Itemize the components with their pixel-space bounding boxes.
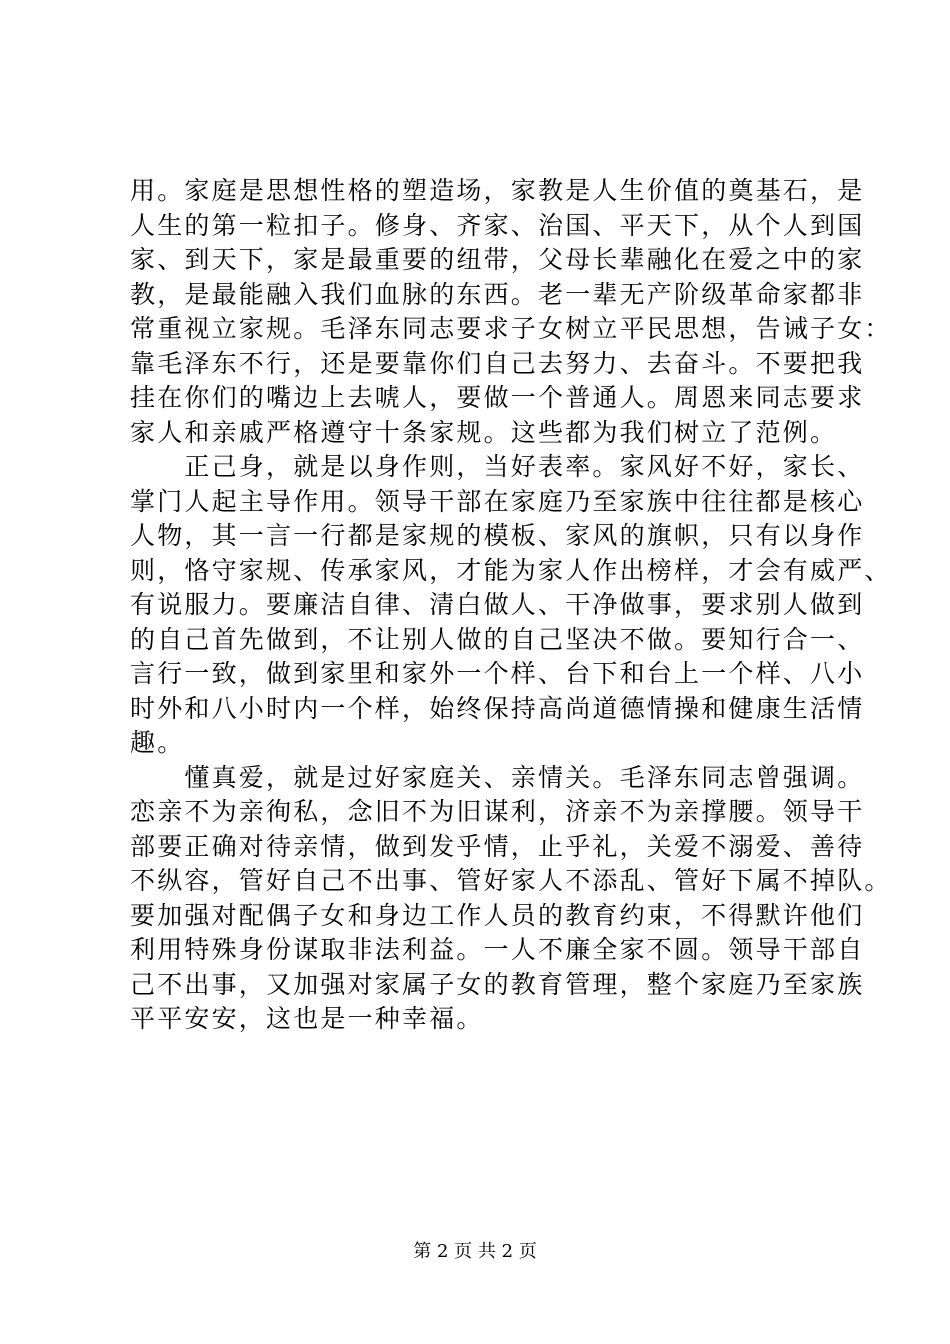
text-line: 挂在你们的嘴边上去唬人，要做一个普通人。周恩来同志要求 xyxy=(130,383,865,412)
page-number-label: 第 2 页 共 2 页 xyxy=(413,1241,537,1262)
text-line: 常重视立家规。毛泽东同志要求子女树立平民思想，告诫子女： xyxy=(130,314,892,343)
text-line: 家人和亲戚严格遵守十条家规。这些都为我们树立了范例。 xyxy=(130,417,838,447)
text-line: 人物，其一言一行都是家规的模板、家风的旗帜，只有以身作 xyxy=(130,521,865,550)
text-line: 言行一致，做到家里和家外一个样、台下和台上一个样、八小 xyxy=(130,659,865,688)
text-line: 部要正确对待亲情，做到发乎情，止乎礼，关爱不溺爱、善待 xyxy=(130,831,865,861)
text-line: 不纵容，管好自己不出事、管好家人不添乱、管好下属不掉队。 xyxy=(130,866,892,895)
text-line: 家、到天下，家是最重要的纽带，父母长辈融化在爱之中的家 xyxy=(130,245,865,274)
text-line: 的自己首先做到，不让别人做的自己坚决不做。要知行合一、 xyxy=(130,624,865,654)
text-line: 懂真爱，就是过好家庭关、亲情关。毛泽东同志曾强调。 xyxy=(130,762,865,792)
text-line: 时外和八小时内一个样，始终保持高尚道德情操和健康生活情 xyxy=(130,693,865,723)
text-line: 要加强对配偶子女和身边工作人员的教育约束，不得默许他们 xyxy=(130,900,865,930)
text-line: 掌门人起主导作用。领导干部在家庭乃至家族中往往都是核心 xyxy=(130,486,865,516)
page-footer xyxy=(0,1240,950,1264)
text-line: 人生的第一粒扣子。修身、齐家、治国、平天下，从个人到国 xyxy=(130,210,865,240)
text-line: 则，恪守家规、传承家风，才能为家人作出榜样，才会有威严、 xyxy=(130,555,892,585)
text-line: 恋亲不为亲徇私，念旧不为旧谋利，济亲不为亲撑腰。领导干 xyxy=(130,797,865,826)
text-line: 有说服力。要廉洁自律、清白做人、干净做事，要求别人做到 xyxy=(130,590,865,619)
text-line: 靠毛泽东不行，还是要靠你们自己去努力、去奋斗。不要把我 xyxy=(130,348,865,378)
text-line: 己不出事，又加强对家属子女的教育管理，整个家庭乃至家族 xyxy=(130,969,865,999)
document-body xyxy=(130,174,892,1037)
text-line: 用。家庭是思想性格的塑造场，家教是人生价值的奠基石，是 xyxy=(130,176,865,205)
text-line: 正己身，就是以身作则，当好表率。家风好不好，家长、 xyxy=(130,452,865,481)
text-line: 平平安安，这也是一种幸福。 xyxy=(130,1004,484,1033)
text-line: 利用特殊身份谋取非法利益。一人不廉全家不圆。领导干部自 xyxy=(130,935,865,964)
text-line: 趣。 xyxy=(130,728,185,757)
text-line: 教，是最能融入我们血脉的东西。老一辈无产阶级革命家都非 xyxy=(130,279,865,309)
